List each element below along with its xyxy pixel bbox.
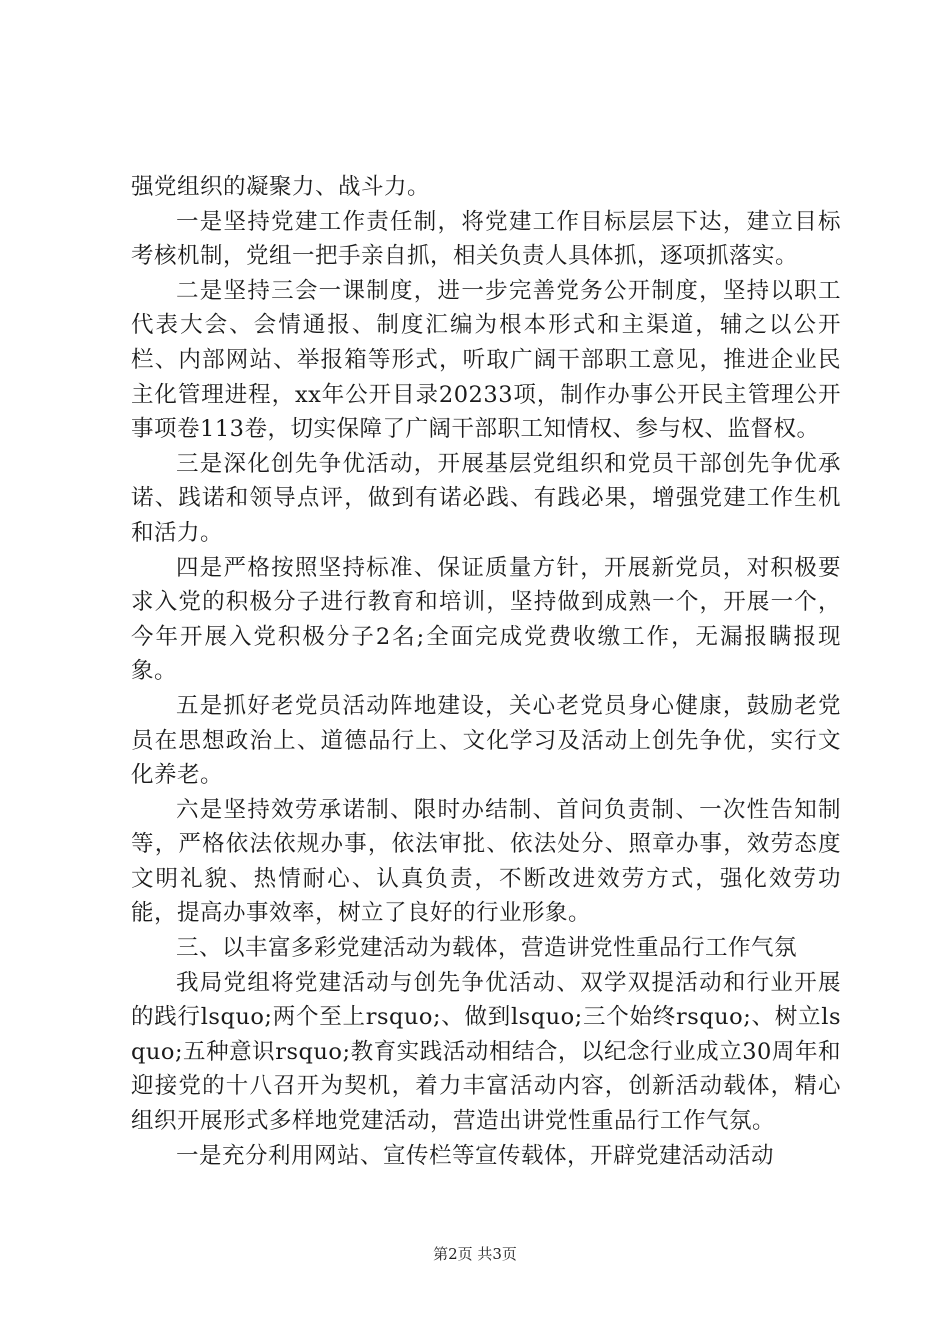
section-heading: 三、以丰富多彩党建活动为载体，营造讲党性重品行工作气氛 <box>176 935 798 962</box>
paragraph-item-5: 五是抓好老党员活动阵地建设，关心老党员身心健康，鼓励老党员在思想政治上、道德品行上、文化学习及活动上创先争优，实行文化养老。 <box>131 692 841 789</box>
paragraph-item-2: 二是坚持三会一课制度，进一步完善党务公开制度，坚持以职工代表大会、会情通报、制度汇编为根本形式和主渠道，辅之以公开栏、内部网站、举报箱等形式，听取广阔干部职工意见，推进企业民主化管理进程，xx年公开目录20233项，制作办事公开民主管理公开事项卷113卷，切实保障了广阔干部职工知情权、参与权、监督权。 <box>131 277 841 443</box>
paragraph-item-6: 六是坚持效劳承诺制、限时办结制、首问负责制、一次性告知制等，严格依法依规办事，依法审批、依法处分、照章办事，效劳态度文明礼貌、热情耐心、认真负责，不断改进效劳方式，强化效劳功能，提高办事效率，树立了良好的行业形象。 <box>131 796 841 927</box>
document-body <box>131 170 841 1173</box>
paragraph-item-4: 四是严格按照坚持标准、保证质量方针，开展新党员，对积极要求入党的积极分子进行教育和培训，坚持做到成熟一个，开展一个，今年开展入党积极分子2名;全面完成党费收缴工作，无漏报瞒报现象。 <box>131 554 841 685</box>
paragraph-item-3: 三是深化创先争优活动，开展基层党组织和党员干部创先争优承诺、践诺和领导点评，做到有诺必践、有践必果，增强党建工作生机和活力。 <box>131 450 841 546</box>
paragraph-item-1: 一是坚持党建工作责任制，将党建工作目标层层下达，建立目标考核机制，党组一把手亲自抓，相关负责人具体抓，逐项抓落实。 <box>131 208 841 270</box>
paragraph-section-intro: 我局党组将党建活动与创先争优活动、双学双提活动和行业开展的践行lsquo;两个至上rsquo;、做到lsquo;三个始终rsquo;、树立lsquo;五种意识rsquo;教育实践活动相结合，以纪念行业成立30周年和迎接党的十八召开为契机，着力丰富活动内容，创新活动载体，精心组织开展形式多样地党建活动，营造出讲党性重品行工作气氛。 <box>131 969 841 1135</box>
paragraph-continuation: 强党组织的凝聚力、战斗力。 <box>131 174 431 200</box>
page-footer: 第2页 共3页 <box>433 1245 517 1263</box>
paragraph-item-1-truncated: 一是充分利用网站、宣传栏等宣传载体，开辟党建活动活动 <box>176 1142 775 1169</box>
